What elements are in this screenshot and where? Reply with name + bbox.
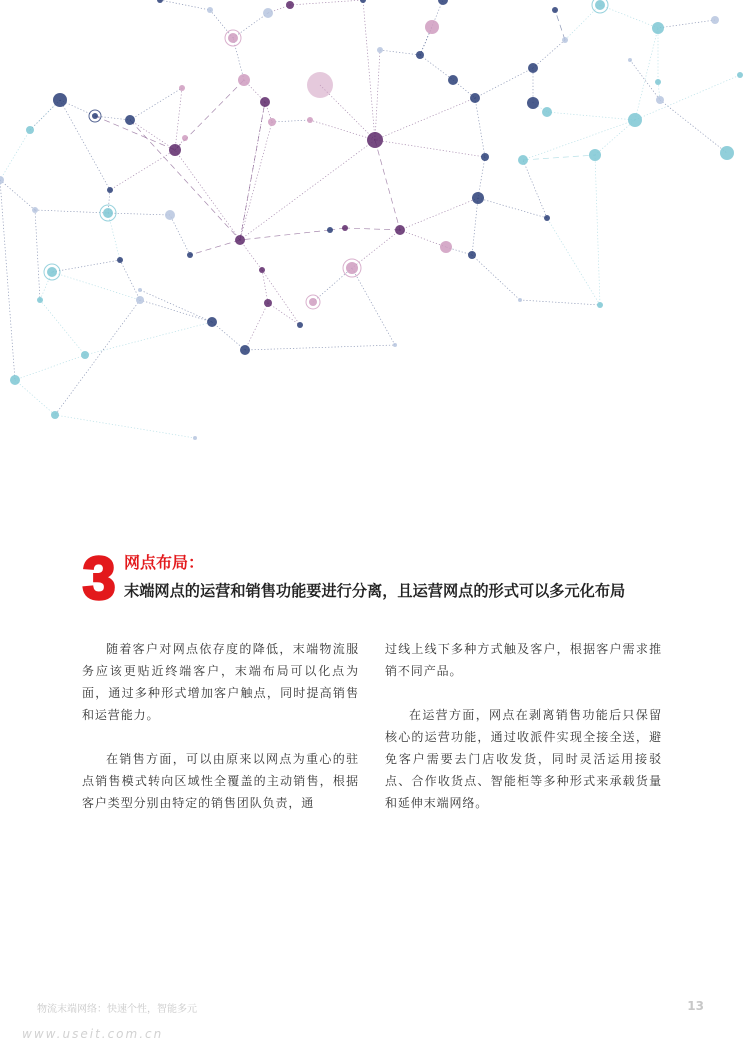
network-node bbox=[527, 97, 539, 109]
network-line bbox=[245, 303, 268, 350]
network-line bbox=[547, 112, 635, 120]
network-line bbox=[0, 130, 30, 180]
network-line bbox=[547, 218, 600, 305]
network-line bbox=[533, 40, 565, 68]
network-line bbox=[272, 120, 310, 122]
network-node bbox=[737, 72, 743, 78]
network-node bbox=[711, 16, 719, 24]
network-line bbox=[60, 100, 110, 190]
paragraph: 在运营方面，网点在剥离销售功能后只保留核心的运营功能，通过收派件实现全接全送，避免客户需要去门店收发货，同时灵活运用接驳点、合作收货点、智能柜等多种形式来承载货量和延伸末端网络。 bbox=[385, 708, 662, 810]
network-line bbox=[108, 213, 120, 260]
network-line bbox=[240, 230, 330, 240]
network-line bbox=[363, 0, 375, 140]
network-line bbox=[658, 20, 715, 28]
network-node bbox=[472, 192, 484, 204]
network-node bbox=[207, 317, 217, 327]
network-line bbox=[262, 270, 268, 303]
network-line bbox=[55, 300, 140, 415]
network-line bbox=[380, 50, 420, 55]
network-node bbox=[228, 33, 238, 43]
network-node bbox=[628, 58, 632, 62]
watermark: www.useit.com.cn bbox=[22, 1027, 164, 1041]
network-line bbox=[110, 150, 175, 190]
network-line bbox=[52, 272, 140, 300]
network-line bbox=[95, 116, 175, 150]
network-node bbox=[720, 146, 734, 160]
network-node bbox=[268, 118, 276, 126]
network-node bbox=[53, 93, 67, 107]
network-node bbox=[32, 207, 38, 213]
network-node bbox=[103, 208, 113, 218]
network-line bbox=[523, 160, 547, 218]
paragraph: 在销售方面，可以由原来以网点为重心的驻点销售模式转向区域性全覆盖的主动销售，根据客户类型分别由特定的销售团队负责，通 bbox=[82, 752, 359, 810]
network-node bbox=[169, 144, 181, 156]
network-line bbox=[55, 415, 195, 438]
network-node bbox=[81, 351, 89, 359]
network-node bbox=[260, 97, 270, 107]
network-line bbox=[478, 157, 485, 198]
network-line bbox=[352, 268, 395, 345]
network-node bbox=[589, 149, 601, 161]
network-line bbox=[660, 100, 727, 153]
network-node bbox=[425, 20, 439, 34]
footer-caption: 物流末端网络：快速个性，智能多元 bbox=[37, 1004, 197, 1015]
network-node bbox=[263, 8, 273, 18]
network-line bbox=[400, 230, 446, 247]
network-line bbox=[240, 140, 375, 240]
section-subtitle: 末端网点的运营和销售功能要进行分离，且运营网点的形式可以多元化布局 bbox=[124, 582, 626, 600]
network-node bbox=[367, 132, 383, 148]
network-line bbox=[475, 98, 485, 157]
network-node bbox=[628, 113, 642, 127]
network-node bbox=[187, 252, 193, 258]
network-graphic bbox=[0, 0, 744, 450]
paragraph: 随着客户对网点依存度的降低，末端物流服务应该更贴近终端客户，末端布局可以化点为面，通过多种形式增加客户触点，同时提高销售和运营能力。 bbox=[82, 642, 359, 722]
network-node bbox=[138, 288, 142, 292]
network-node bbox=[238, 74, 250, 86]
network-line bbox=[595, 155, 600, 305]
network-node bbox=[393, 343, 397, 347]
network-node bbox=[0, 176, 4, 184]
network-node bbox=[309, 298, 317, 306]
network-line bbox=[0, 180, 15, 380]
network-node bbox=[259, 267, 265, 273]
network-node bbox=[51, 411, 59, 419]
network-line bbox=[108, 213, 170, 215]
network-line bbox=[345, 228, 400, 230]
section-title: 网点布局： bbox=[124, 553, 205, 572]
network-line bbox=[472, 255, 520, 300]
network-node bbox=[542, 107, 552, 117]
network-node bbox=[440, 241, 452, 253]
network-line bbox=[375, 98, 475, 140]
network-node bbox=[125, 115, 135, 125]
network-line bbox=[635, 28, 658, 120]
network-node bbox=[395, 225, 405, 235]
network-node bbox=[26, 126, 34, 134]
paragraph: 过线上线下多种方式触及客户，根据客户需求推销不同产品。 bbox=[385, 642, 662, 678]
network-line bbox=[400, 198, 478, 230]
left-column bbox=[82, 638, 359, 836]
network-node bbox=[165, 210, 175, 220]
network-line bbox=[630, 60, 660, 100]
network-line bbox=[478, 198, 547, 218]
network-node bbox=[377, 47, 383, 53]
network-node bbox=[552, 7, 558, 13]
network-line bbox=[523, 120, 635, 160]
network-node bbox=[518, 298, 522, 302]
network-node bbox=[307, 117, 313, 123]
network-node bbox=[193, 436, 197, 440]
network-node bbox=[595, 0, 605, 10]
network-node bbox=[562, 37, 568, 43]
network-line bbox=[175, 88, 182, 150]
network-line bbox=[472, 198, 478, 255]
right-column bbox=[385, 638, 662, 836]
network-node bbox=[416, 51, 424, 59]
network-line bbox=[140, 300, 212, 322]
section-number: 3 bbox=[82, 552, 116, 604]
network-node bbox=[179, 85, 185, 91]
network-line bbox=[245, 345, 395, 350]
network-line bbox=[375, 140, 485, 157]
network-line bbox=[170, 215, 190, 255]
network-node bbox=[528, 63, 538, 73]
network-node bbox=[652, 22, 664, 34]
network-line bbox=[268, 303, 300, 325]
network-node bbox=[47, 267, 57, 277]
network-node bbox=[656, 96, 664, 104]
network-node bbox=[240, 345, 250, 355]
network-line bbox=[600, 5, 658, 28]
network-line bbox=[52, 260, 120, 272]
network-node bbox=[92, 113, 98, 119]
network-node bbox=[297, 322, 303, 328]
network-line bbox=[210, 10, 233, 38]
network-line bbox=[565, 5, 600, 40]
network-node bbox=[37, 297, 43, 303]
network-line bbox=[140, 290, 212, 322]
network-line bbox=[262, 270, 300, 325]
network-line bbox=[310, 120, 375, 140]
network-node bbox=[207, 7, 213, 13]
network-node bbox=[544, 215, 550, 221]
network-node bbox=[468, 251, 476, 259]
network-node bbox=[597, 302, 603, 308]
network-node bbox=[327, 227, 333, 233]
network-node bbox=[264, 299, 272, 307]
network-line bbox=[160, 0, 210, 10]
network-line bbox=[15, 355, 85, 380]
network-node bbox=[470, 93, 480, 103]
network-node bbox=[182, 135, 188, 141]
network-node bbox=[360, 0, 366, 3]
network-line bbox=[520, 300, 600, 305]
network-line bbox=[15, 380, 55, 415]
network-node bbox=[235, 235, 245, 245]
page-number: 13 bbox=[687, 999, 704, 1013]
network-line bbox=[595, 120, 635, 155]
network-node bbox=[157, 0, 163, 3]
network-line bbox=[190, 240, 240, 255]
network-line bbox=[120, 260, 140, 300]
network-line bbox=[35, 210, 108, 213]
network-node bbox=[10, 375, 20, 385]
network-node bbox=[107, 187, 113, 193]
section-number-graphic bbox=[80, 552, 118, 604]
network-line bbox=[233, 13, 268, 38]
network-line bbox=[420, 55, 453, 80]
network-node bbox=[518, 155, 528, 165]
network-node bbox=[655, 79, 661, 85]
network-node bbox=[117, 257, 123, 263]
network-line bbox=[130, 120, 175, 150]
network-node bbox=[136, 296, 144, 304]
network-line bbox=[555, 10, 565, 40]
network-node bbox=[342, 225, 348, 231]
network-line bbox=[240, 240, 262, 270]
network-line bbox=[130, 88, 182, 120]
network-node bbox=[481, 153, 489, 161]
network-line bbox=[40, 300, 85, 355]
network-line bbox=[523, 155, 595, 160]
network-line bbox=[375, 50, 380, 140]
network-node bbox=[286, 1, 294, 9]
network-line bbox=[0, 180, 35, 210]
network-line bbox=[313, 268, 352, 302]
network-line bbox=[290, 0, 363, 5]
network-node bbox=[438, 0, 448, 5]
network-line bbox=[85, 322, 212, 355]
network-line bbox=[212, 322, 245, 350]
network-node bbox=[448, 75, 458, 85]
network-line bbox=[175, 150, 240, 240]
network-line bbox=[35, 210, 40, 300]
network-line bbox=[240, 122, 272, 240]
network-node bbox=[307, 72, 333, 98]
network-node bbox=[346, 262, 358, 274]
network-line bbox=[375, 140, 400, 230]
network-line bbox=[475, 68, 533, 98]
network-line bbox=[635, 75, 740, 120]
